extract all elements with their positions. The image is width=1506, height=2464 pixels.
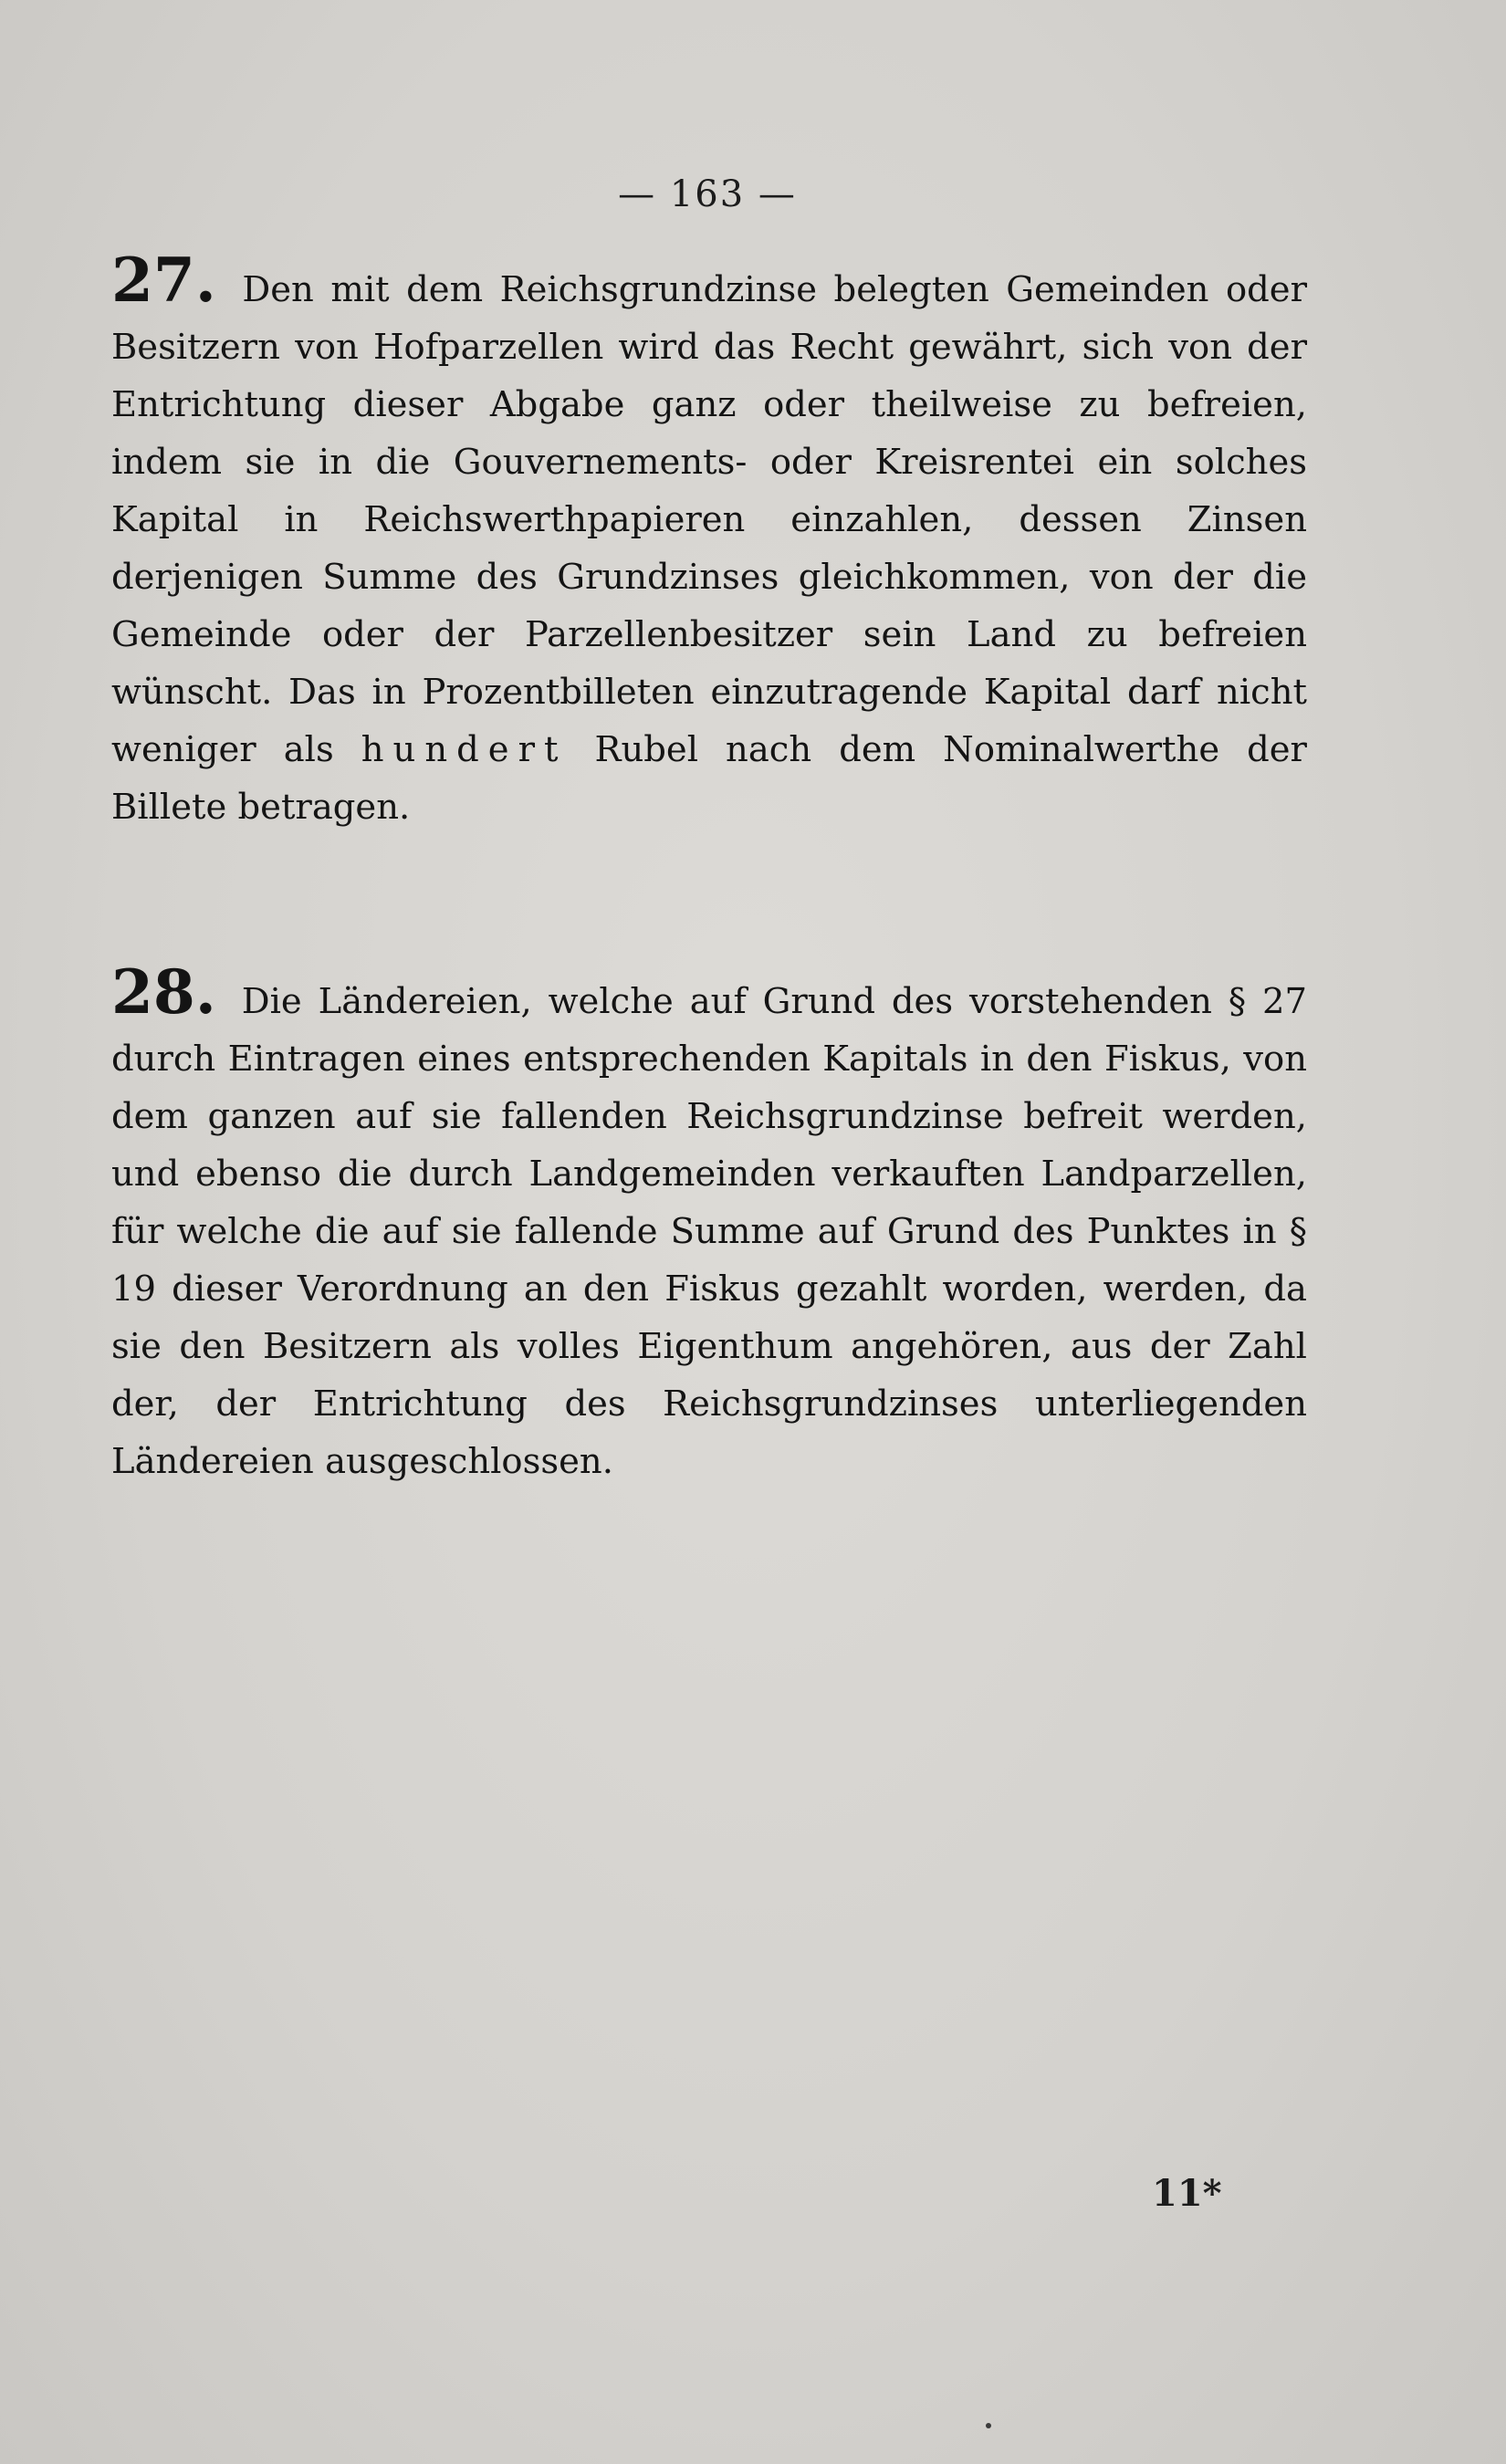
section-28: [111, 956, 1307, 1490]
section-number: 28.: [111, 956, 216, 1028]
section-27: [111, 245, 1307, 836]
section-text: Den mit dem Reichsgrundzinse belegten Gemeinden oder Besitzern von Hofparzellen wird das Recht gewährt, sich von der Entrichtung dieser Abgabe ganz oder theilweise zu befreien, indem sie in die Gouvernements- oder Kreisrentei ein solches Kapital in Reichswerthpapieren einzahlen, dessen Zinsen derjenigen Summe des Grundzinses gleichkommen, von der die Gemeinde oder der Parzellenbesitzer sein Land zu befreien wünscht. Das in Prozentbilleten einzutragende Kapital darf nicht weniger als: [111, 269, 1307, 770]
section-text: Die Ländereien, welche auf Grund des vorstehenden § 27 durch Eintragen eines entsprechenden Kapitals in den Fiskus, von dem ganzen auf sie fallenden Reichsgrundzinse befreit werden, und ebenso die durch Landgemeinden verkauften Landparzellen, für welche die auf sie fallende Summe auf Grund des Punktes in § 19 dieser Verordnung an den Fiskus gezahlt worden, werden, da sie den Besitzern als volles Eigenthum angehören, aus der Zahl der, der Entrichtung des Reichsgrundzinses unterliegenden Ländereien ausgeschlossen.: [111, 981, 1307, 1482]
page-number: — 163 —: [618, 173, 797, 215]
print-speck: [986, 2423, 991, 2428]
signature-mark: 11*: [1152, 2172, 1222, 2215]
emphasis-word: hundert: [361, 729, 568, 770]
section-number: 27.: [111, 245, 216, 316]
section-text-end: Rubel nach dem Nominalwerthe der Billete betragen.: [111, 729, 1307, 828]
